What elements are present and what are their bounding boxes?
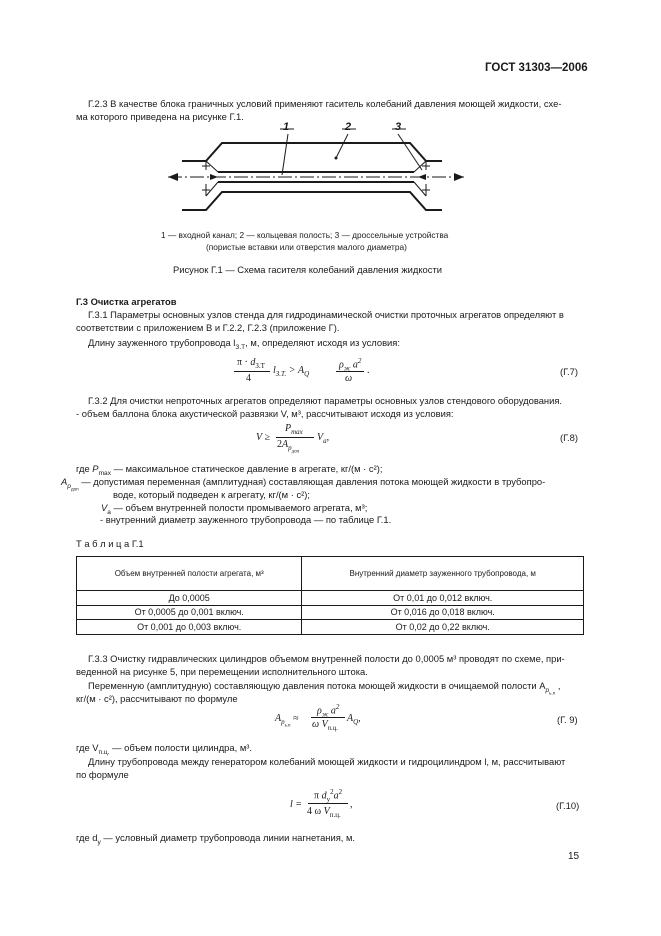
table-cell: От 0,01 до 0,012 включ. [302, 591, 584, 606]
para-g33-line1: Г.3.3 Очистку гидравлических цилиндров объемом внутренней полости до 0,0005 м³ проводят по схеме, при- [88, 653, 565, 664]
table-cell: От 0,001 до 0,003 включ. [77, 620, 302, 635]
para-g33-line4: кг/(м · с²), рассчитывают по формуле [76, 693, 238, 704]
table-g1 [76, 556, 584, 635]
table-header-cell: Внутренний диаметр зауженного трубопровода, м [302, 557, 584, 591]
table-row [77, 605, 584, 620]
para-g33-line3: Переменную (амплитудную) составляющую давления потока моющей жидкости в очищаемой полости $A_{p_{ь.п}}$ , [88, 680, 561, 696]
page-number: 15 [568, 851, 580, 862]
table-title: Т а б л и ц а Г.1 [76, 538, 144, 549]
figure-caption: Рисунок Г.1 — Схема гасителя колебаний давления жидкости [173, 264, 442, 275]
where-line1: где $P_{max}$ — максимальное статическое давление в агрегате, кг/(м · с²); [76, 463, 383, 477]
eq7-number: (Г.7) [560, 366, 578, 377]
para-len-line2: по формуле [76, 769, 129, 780]
where-line4: - внутренний диаметр зауженного трубопровода — по таблице Г.1. [100, 514, 392, 525]
table-cell: От 0,02 до 0,22 включ. [302, 620, 584, 635]
table-cell: До 0,0005 [77, 591, 302, 606]
table-row [77, 620, 584, 635]
doc-code: ГОСТ 31303—2006 [485, 62, 588, 74]
table-cell: От 0,016 до 0,018 включ. [302, 605, 584, 620]
figure-legend-line2: (пористые вставки или отверстия малого диаметра) [206, 242, 407, 252]
table-header-row [77, 557, 584, 591]
para-g31-line2: соответствии с приложением В и Г.2.2, Г.2.3 (приложение Г). [76, 322, 340, 333]
where2-line: где $V_{п.ц.}$ — объем полости цилиндра, м³. [76, 742, 252, 756]
table-row [77, 591, 584, 606]
eq9-number: (Г. 9) [557, 714, 578, 725]
where-line3: $V_а$ — объем внутренней полости промываемого агрегата, м³; [101, 502, 368, 516]
para-g31-line3: Длину зауженного трубопровода $l_{З.Т}$, м, определяют исходя из условия: [88, 337, 400, 351]
where-line2b: воде, который подведен к агрегату, кг/(м · с²); [113, 489, 310, 500]
callout-3: 3 [395, 121, 402, 133]
para-len-line1: Длину трубопровода между генератором колебаний моющей жидкости и гидроцилиндром l, м, рассчитывают [88, 756, 566, 767]
eq8-number: (Г.8) [560, 432, 578, 443]
para-g23-line1: Г.2.3 В качестве блока граничных условий применяют гаситель колебаний давления моющей жидкости, схе- [88, 98, 562, 109]
table-header-cell: Объем внутренней полости агрегата, м³ [77, 557, 302, 591]
section-heading: Г.3 Очистка агрегатов [76, 296, 177, 307]
para-g31-line1: Г.3.1 Параметры основных узлов стенда для гидродинамической очистки проточных агрегатов определяют в [88, 309, 564, 320]
where3-line: где $d_у$ — условный диаметр трубопровода линии нагнетания, м. [76, 832, 356, 846]
para-g23-line2: ма которого приведена на рисунке Г.1. [76, 111, 244, 122]
para-g32-line1: Г.3.2 Для очистки непроточных агрегатов определяют параметры основных узлов стендового оборудования. [88, 395, 563, 406]
where-line2: $A_{p_{доп}}$ — допустимая переменная (амплитудная) составляющая давления потока моющей жидкости в трубопро- [61, 476, 546, 492]
figure-legend-line1: 1 — входной канал; 2 — кольцевая полость; 3 — дроссельные устройства [161, 230, 449, 240]
callout-2: 2 [345, 121, 352, 133]
para-g32-line2: - объем баллона блока акустической развязки V, м³, рассчитывают исходя из условия: [76, 408, 454, 419]
eq10-number: (Г.10) [556, 800, 580, 811]
table-cell: От 0,0005 до 0,001 включ. [77, 605, 302, 620]
damper-schematic [160, 120, 480, 220]
para-g33-line2: веденной на рисунке 5, при перемещении исполнительного штока. [76, 666, 368, 677]
callout-1: 1 [283, 121, 290, 133]
